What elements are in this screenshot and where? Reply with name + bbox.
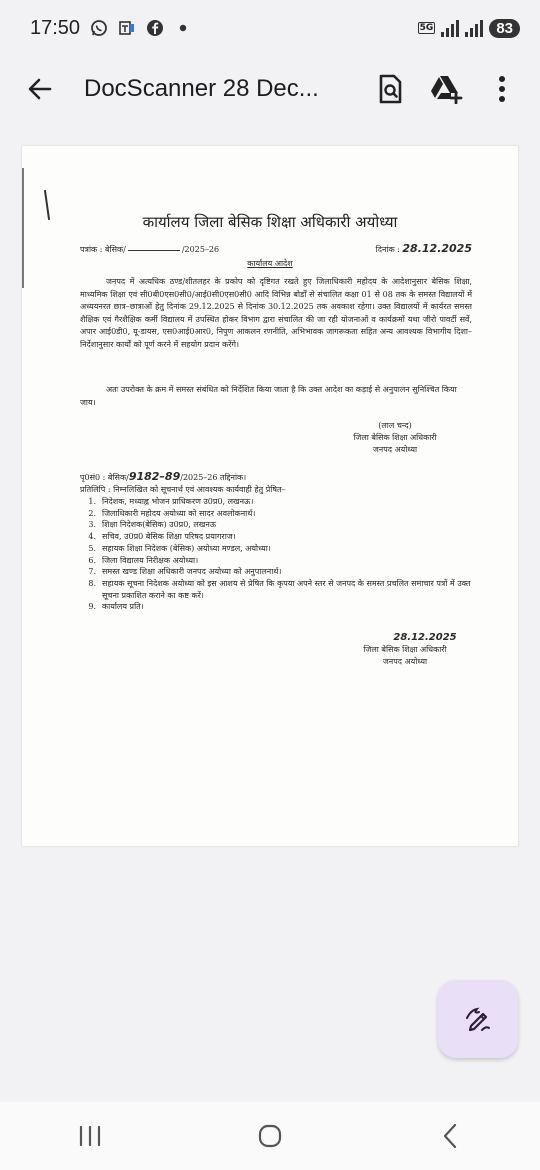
date-value: 28.12.2025 xyxy=(402,242,472,255)
document-viewer[interactable] xyxy=(0,124,540,1102)
list-item: 5. सहायक शिक्षा निदेशक (बेसिक) अयोध्या मण्डल, अयोध्या। xyxy=(88,543,271,553)
status-right xyxy=(418,19,520,38)
office-order-heading: कार्यालय आदेश xyxy=(247,259,293,268)
order-body: जनपद में अत्यधिक ठण्ड/शीतलहर के प्रकोप को दृष्टिगत रखते हुए जिलाधिकारी महोदय के आदेशानुसार बेसिक शिक्षा, माध्यमिक शिक्षा एवं सी0बी0एस0सी0/आई0सी0एस0सी0 आदि विभिन्न बोर्डों से संचालित कक्षा 01 से 08 तक के समस्त विद्यालयों में अध्ययनरत छात्र–छात्राओं हेतु दिनांक 29.12.2025 से दिनांक 30.12.2025 तक अवकाश रहेगा। उक्त विद्यालयों में कार्यरत समस्त शैक्षिक एवं गैरशैक्षिक कर्मी विद्यालय में उपस्थित होकर विभाग द्वारा संचालित की जा रही योजनाओं व कार्यक्रमों यथा जीरो पावर्टी सर्वे, अपार आई0डी0, यू-डायस, एस0आई0आर0, निपुण आकलन रणनीति, अभिभावक जागरूकता सहित अन्य आवश्यक विभागीय दिशा–निर्देशानुसार कार्यों को पूर्ण करने में सहयोग प्रदान करेंगे। xyxy=(80,277,472,349)
recents-icon[interactable] xyxy=(55,1106,125,1166)
signal-icon xyxy=(441,19,459,37)
ref-prefix: पत्रांक : बेसिक/ xyxy=(80,245,126,254)
signatory-name: (लाल चन्द) xyxy=(378,421,412,430)
list-item: 7. समस्त खण्ड शिक्षा अधिकारी जनपद अयोध्या को अनुपालनार्थ। xyxy=(88,567,282,577)
date-label: दिनांक : xyxy=(375,245,400,254)
memo-prefix: पृ0सं0 : बेसिक/ xyxy=(80,473,129,482)
memo-suffix: /2025–26 तद्दिनांक। xyxy=(180,473,247,482)
list-item: 9. कार्यालय प्रति। xyxy=(88,602,144,612)
signatory-place-2: जनपद अयोध्या xyxy=(382,657,428,666)
signatory-place: जनपद अयोध्या xyxy=(372,445,418,454)
scanned-page xyxy=(22,146,518,846)
battery-level: 83 xyxy=(489,19,520,38)
back-arrow-icon[interactable] xyxy=(12,61,68,117)
signature-block-2 xyxy=(340,632,470,668)
signatory-designation: जिला बेसिक शिक्षा अधिकारी xyxy=(353,433,437,442)
document-date xyxy=(376,242,472,255)
edit-fab-button[interactable] xyxy=(438,980,518,1058)
signal-icon-2 xyxy=(465,19,483,37)
list-item: 6. जिला विद्यालय निरीक्षक अयोध्या। xyxy=(88,555,199,565)
signature-block-1 xyxy=(340,420,450,456)
list-item: 3. शिक्षा निदेशक(बेसिक) उ0प्र0, लखनऊ xyxy=(88,520,217,530)
memo-number-line xyxy=(80,470,246,483)
facebook-icon xyxy=(144,17,166,39)
handwritten-signature: 28.12.2025 xyxy=(393,632,457,643)
list-item: 2. जिलाधिकारी महोदय अयोध्या को सादर अवलोकनार्थ। xyxy=(88,508,256,518)
order-directive: अतः उपरोक्त के क्रम में समस्त संबंधित को निर्देशित किया जाता है कि उक्त आदेश का कड़ाई से अनुपालन सुनिश्चित किया जाय। xyxy=(80,385,457,407)
signatory-designation-2: जिला बेसिक शिक्षा अधिकारी xyxy=(363,645,447,654)
reference-number xyxy=(80,244,219,255)
back-icon[interactable] xyxy=(415,1106,485,1166)
tasks-icon xyxy=(116,17,138,39)
app-actions xyxy=(362,61,530,117)
office-title: कार्यालय जिला बेसिक शिक्षा अधिकारी अयोध्या xyxy=(142,213,398,231)
list-item: 4. सचिव, उ0प्र0 बेसिक शिक्षा परिषद प्रयागराज। xyxy=(88,532,236,542)
copy-list xyxy=(80,496,472,613)
scan-search-icon[interactable] xyxy=(362,61,418,117)
home-icon[interactable] xyxy=(235,1106,305,1166)
status-time: 17:50 xyxy=(30,16,81,39)
copy-heading: प्रतिलिपि : निम्नलिखित को सूचनार्थ एवं आवश्यक कार्यवाही हेतु प्रेषित– xyxy=(80,485,286,494)
memo-number: 9182–89 xyxy=(128,470,181,483)
system-nav-bar xyxy=(0,1102,540,1170)
ref-suffix: /2025–26 xyxy=(181,245,220,254)
status-bar xyxy=(0,0,540,56)
drive-add-icon[interactable] xyxy=(418,61,474,117)
app-bar xyxy=(0,56,540,122)
whatsapp-icon xyxy=(88,17,110,39)
edit-pen-icon xyxy=(463,1004,493,1034)
list-item: 1. निदेशक, मध्याह्न भोजन प्राधिकरण उ0प्र0, लखनऊ। xyxy=(88,497,254,506)
list-item: 8. सहायक सूचना निदेशक अयोध्या को इस आशय से प्रेषित कि कृपया अपने स्तर से जनपद के समस्त प्रचलित समाचार पत्रों में उक्त सूचना प्रकाशित कराने का कष्ट करें। xyxy=(88,578,471,600)
more-vert-icon[interactable] xyxy=(474,61,530,117)
dot-icon xyxy=(172,17,194,39)
network-type: 5G xyxy=(419,23,434,33)
document-title: DocScanner 28 Dec... xyxy=(84,75,319,102)
